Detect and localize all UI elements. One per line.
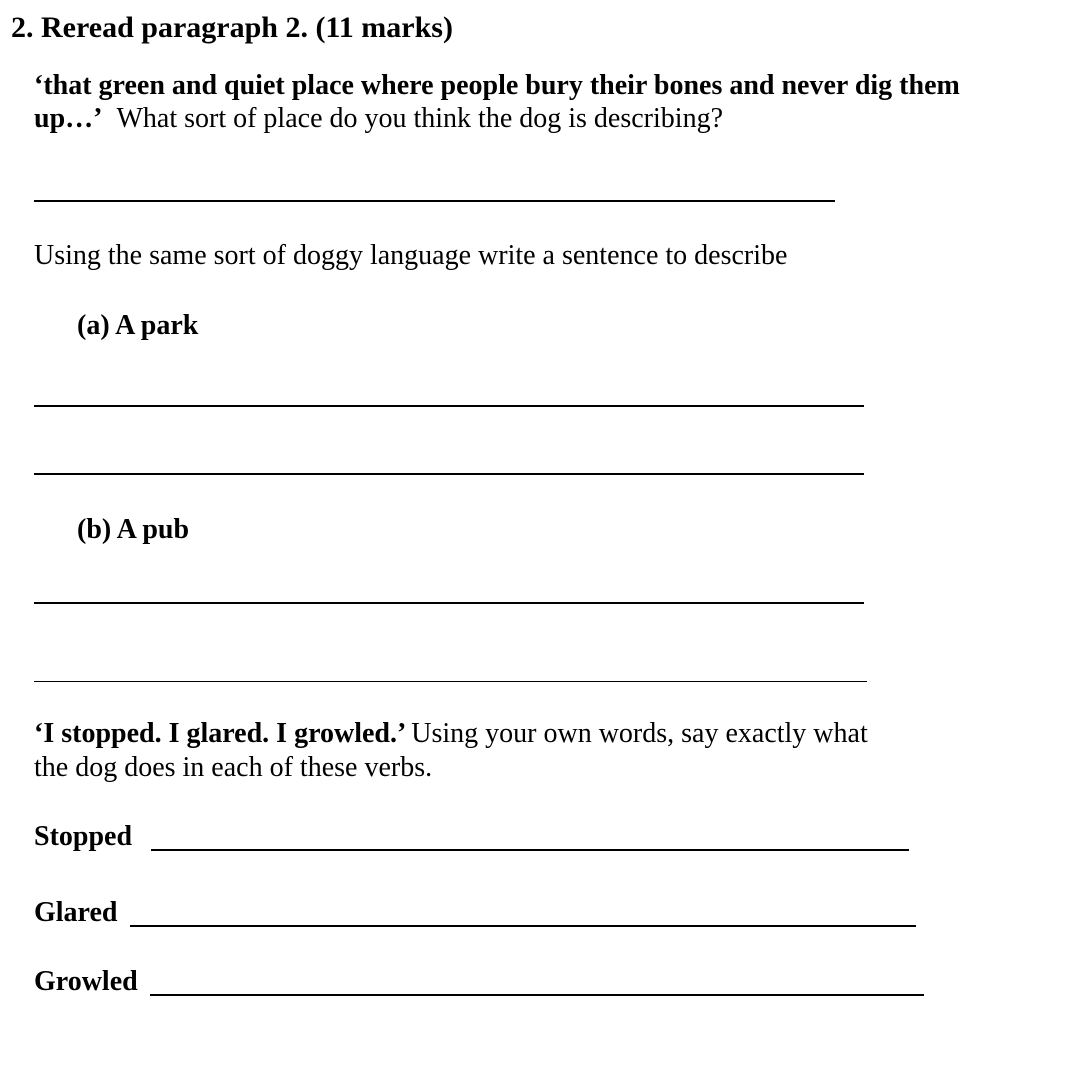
quote-end: up…’ (34, 103, 103, 134)
verbs-quote: ‘I stopped. I glared. I growled.’ (34, 718, 405, 749)
answer-line-growled[interactable] (150, 994, 924, 996)
answer-line-b-2[interactable] (34, 681, 867, 682)
verbs-prompt-1: Using your own words, say exactly what (411, 718, 868, 749)
verbs-prompt-2: the dog does in each of these verbs. (34, 752, 433, 783)
question-prompt: What sort of place do you think the dog is describing? (116, 103, 723, 134)
answer-line[interactable] (34, 200, 835, 202)
verb-label-growled: Growled (34, 966, 138, 997)
question-heading: 2. Reread paragraph 2. (11 marks) (11, 11, 453, 44)
answer-line-glared[interactable] (130, 925, 916, 927)
verbs-quote-line (34, 720, 868, 748)
instruction-text: Using the same sort of doggy language write a sentence to describe (34, 240, 788, 271)
quote-line-2 (34, 105, 723, 133)
part-b-label: (b) A pub (77, 514, 190, 545)
answer-line-a-1[interactable] (34, 405, 864, 407)
answer-line-b-1[interactable] (34, 602, 864, 604)
quote-line-1: ‘that green and quiet place where people bury their bones and never dig them (34, 70, 960, 101)
verb-label-stopped: Stopped (34, 821, 133, 852)
answer-line-stopped[interactable] (151, 849, 909, 851)
verb-label-glared: Glared (34, 897, 118, 928)
answer-line-a-2[interactable] (34, 473, 864, 475)
part-a-label: (a) A park (77, 310, 199, 341)
